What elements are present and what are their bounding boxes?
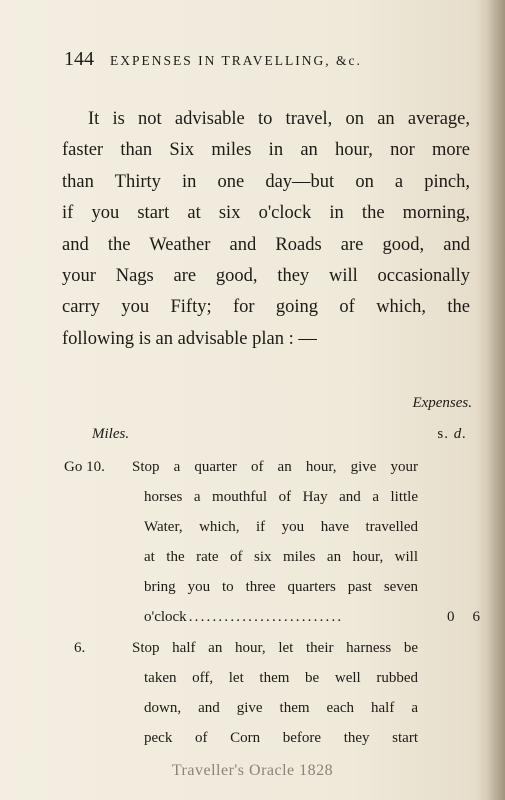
entry-text-line: horses a mouthful of Hay and a little [144, 489, 418, 505]
leader-dots: .......................... [188, 609, 344, 625]
intro-line: It is not advisable to travel, on an average, [88, 109, 470, 129]
miles-label: Go 10. [64, 459, 105, 475]
entry-text-line: taken off, let them be well rubbed [144, 670, 418, 686]
intro-line: than Thirty in one day—but on a pinch, [62, 171, 470, 192]
entry-text-line: Water, which, if you have travelled [144, 519, 418, 535]
entry-text-line: Stop half an hour, let their harness be [132, 640, 418, 656]
intro-line: following is an advisable plan : — [62, 328, 317, 349]
entry-row [60, 602, 480, 632]
entry-row [60, 482, 480, 512]
shillings-value: 0 [447, 609, 455, 625]
shillings-heading: s. [437, 426, 449, 442]
intro-paragraph [62, 104, 470, 355]
entry-row [60, 723, 480, 753]
intro-line: if you start at six o'clock in the morning, [62, 203, 470, 224]
page-gutter-shadow [487, 0, 505, 800]
entry-text-line: peck of Corn before they start [144, 730, 418, 746]
intro-line: faster than Six miles in an hour, nor more [62, 140, 470, 161]
leader-text: o'clock [144, 609, 187, 625]
intro-line: carry you Fifty; for going of which, the [62, 297, 470, 318]
miles-column-heading: Miles. [92, 426, 130, 442]
itinerary-entry [60, 452, 480, 632]
pence-value: 6 [472, 609, 480, 625]
entry-row [60, 512, 480, 542]
page-header [64, 48, 444, 72]
page-number: 144 [64, 48, 94, 70]
entry-text-line: at the rate of six miles an hour, will [144, 549, 418, 565]
entry-text-line: Stop a quarter of an hour, give your [132, 459, 418, 475]
source-watermark: Traveller's Oracle 1828 [171, 762, 334, 779]
entry-row [60, 572, 480, 602]
entry-row [60, 452, 480, 482]
miles-label: 6. [74, 640, 86, 656]
expense-amount [418, 602, 480, 632]
entry-text-line: down, and give them each half a [144, 700, 418, 716]
entry-row [60, 633, 480, 663]
expenses-column-heading: Expenses. [412, 395, 472, 411]
entry-row [60, 542, 480, 572]
entry-row [60, 663, 480, 693]
entry-text-line: bring you to three quarters past seven [144, 579, 418, 595]
intro-line: and the Weather and Roads are good, and [62, 234, 470, 255]
shillings-pence-heading [437, 426, 467, 443]
pence-heading: d. [453, 426, 467, 442]
itinerary-entry [60, 633, 480, 753]
dotted-leader-line [132, 602, 418, 632]
running-head: EXPENSES IN TRAVELLING, &c. [110, 53, 362, 68]
entry-row [60, 693, 480, 723]
intro-line: your Nags are good, they will occasionally [62, 266, 470, 287]
